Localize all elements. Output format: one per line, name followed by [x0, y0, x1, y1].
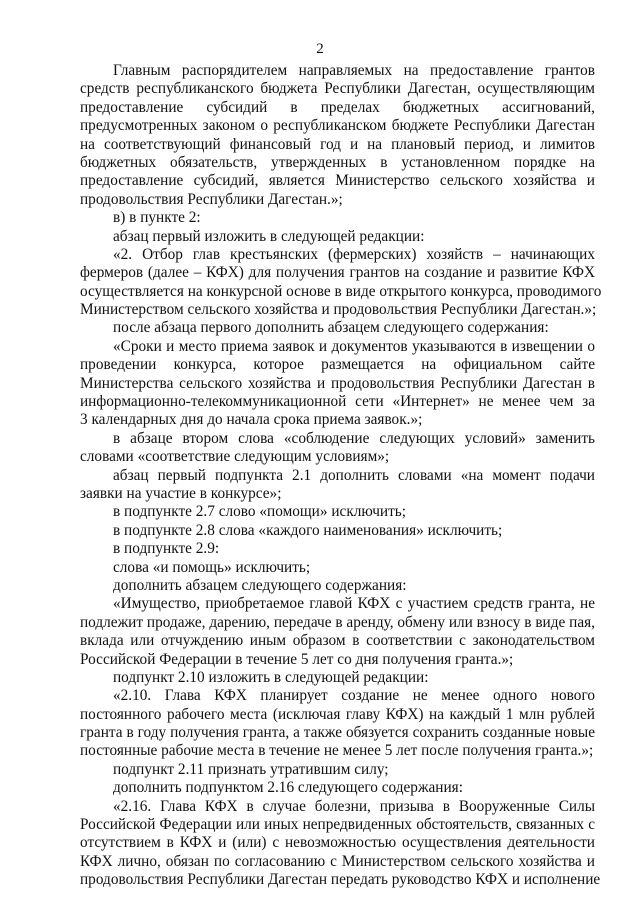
text-line: продовольствия Республики Дагестан передать руководство КФХ и исполнение [80, 871, 601, 889]
text-line: бюджетных обязательств, утвержденных в установленном порядке на [80, 153, 595, 171]
text-line: на соответствующий финансовый год и на плановый период, и лимитов [80, 135, 595, 153]
text-line: подлежит продаже, дарению, передаче в аренду, обмену или взносу в виде пая, [80, 613, 595, 631]
text-line: «Имущество, приобретаемое главой КФХ с участием средств гранта, не [113, 595, 595, 613]
text-line: предоставление субсидий в пределах бюджетных ассигнований, [80, 98, 595, 116]
text-line: подпункт 2.10 изложить в следующей редакции: [113, 668, 429, 686]
text-line: «2.16. Глава КФХ в случае болезни, призыва в Вооруженные Силы [113, 797, 595, 815]
text-line: слова «и помощь» исключить; [113, 558, 311, 576]
text-line: дополнить абзацем следующего содержания: [113, 576, 407, 594]
text-line: заявки на участие в конкурсе»; [80, 484, 282, 502]
text-line: КФХ лично, обязан по согласованию с Министерством сельского хозяйства и [80, 852, 595, 870]
text-line: средств республиканского бюджета Республики Дагестан, осуществляющим [80, 80, 595, 98]
text-line: Российской Федерации в течение 5 лет со дня получения гранта.»; [80, 650, 514, 668]
text-line: фермеров (далее – КФХ) для получения грантов на создание и развитие КФХ [80, 264, 595, 282]
text-line: «Сроки и место приема заявок и документов указываются в извещении о [113, 337, 595, 355]
text-line: осуществляется на конкурсной основе в виде открытого конкурса, проводимого [80, 282, 602, 300]
text-line: предусмотренных законом о республиканском бюджете Республики Дагестан [80, 117, 595, 135]
text-line: «2.10. Глава КФХ планирует создание не менее одного нового [113, 687, 595, 705]
text-line: Главным распорядителем направляемых на предоставление грантов [113, 62, 595, 79]
text-line: Министерства сельского хозяйства и продовольствия Республики Дагестан в [80, 374, 595, 392]
text-line: после абзаца первого дополнить абзацем следующего содержания: [113, 319, 549, 337]
text-line: 3 календарных дня до начала срока приема заявок.»; [80, 411, 423, 429]
text-line: отсутствием в КФХ и (или) с невозможностью осуществления деятельности [80, 834, 595, 852]
text-line: проведении конкурса, которое размещается на официальном сайте [80, 356, 595, 374]
text-line: Министерством сельского хозяйства и продовольствия Республики Дагестан.»; [80, 301, 597, 319]
text-line: в подпункте 2.8 слова «каждого наименования» исключить; [113, 521, 503, 539]
text-line: гранта в году получения гранта, а также обязуется сохранить созданные новые [80, 724, 595, 742]
text-line: дополнить подпунктом 2.16 следующего содержания: [113, 779, 463, 797]
text-line: предоставление субсидий, является Министерство сельского хозяйства и [80, 172, 595, 190]
text-line: продовольствия Республики Дагестан.»; [80, 190, 343, 208]
text-line: Российской Федерации или иных непредвиденных обстоятельств, связанных с [80, 816, 595, 834]
text-line: в абзаце втором слова «соблюдение следующих условий» заменить [113, 429, 595, 447]
text-line: в) в пункте 2: [113, 209, 201, 227]
text-line: постоянного рабочего места (исключая главу КФХ) на каждый 1 млн рублей [80, 705, 595, 723]
text-line: постоянные рабочие места в течение не менее 5 лет после получения гранта.»; [80, 742, 594, 760]
text-line: подпункт 2.11 признать утратившим силу; [113, 760, 389, 778]
document-body [80, 62, 602, 890]
page-number: 2 [316, 41, 324, 57]
text-line: вклада или отчуждению иным образом в соответствии с законодательством [80, 632, 595, 650]
text-line: абзац первый изложить в следующей редакции: [113, 227, 425, 245]
text-line: абзац первый подпункта 2.1 дополнить словами «на момент подачи [113, 466, 595, 484]
text-line: словами «соответствие следующим условиям»; [80, 448, 390, 466]
text-line: в подпункте 2.9: [113, 540, 220, 558]
text-line: «2. Отбор глав крестьянских (фермерских) хозяйств – начинающих [113, 245, 595, 263]
text-line: информационно-телекоммуникационной сети «Интернет» не менее чем за [80, 393, 595, 411]
text-line: в подпункте 2.7 слово «помощи» исключить; [113, 503, 407, 521]
